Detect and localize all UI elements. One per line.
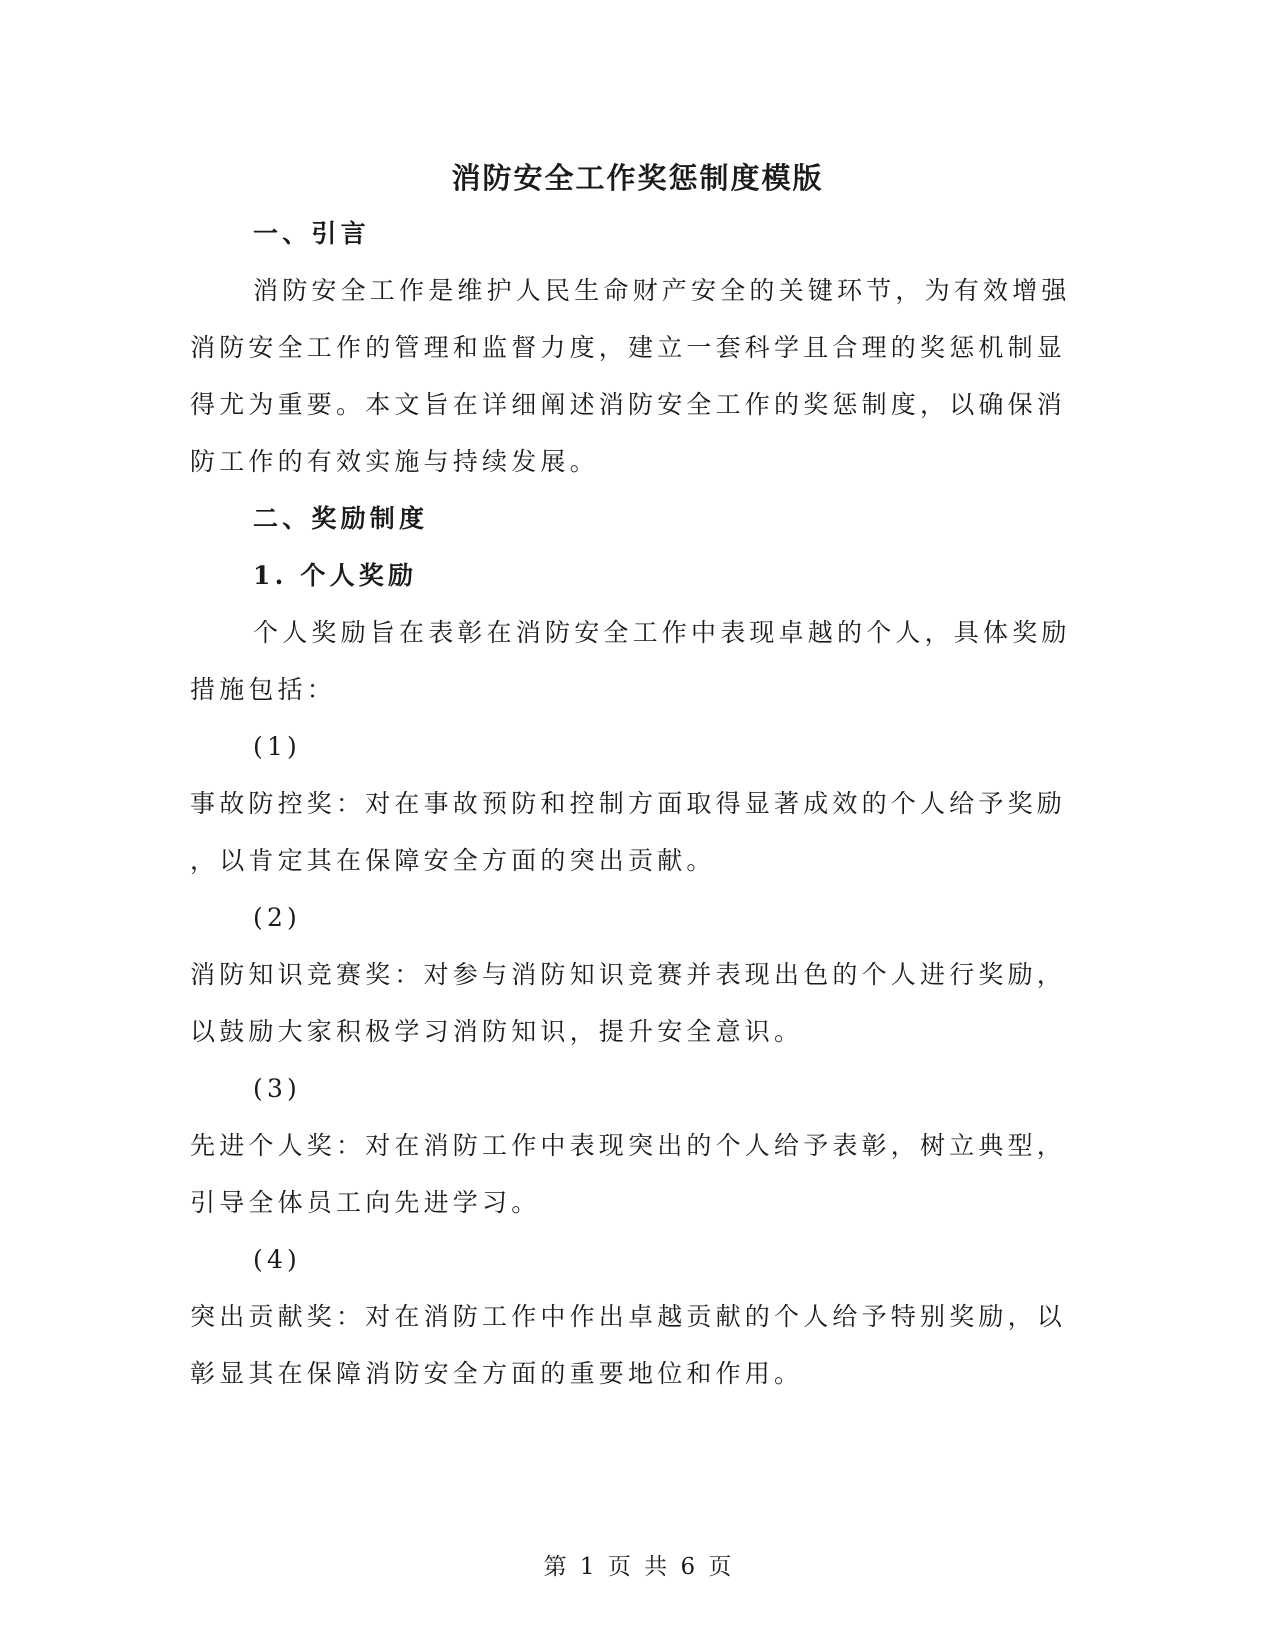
list-number: (4): [253, 1245, 302, 1274]
paragraph-line: 引导全体员工向先进学习。: [190, 1188, 541, 1217]
paragraph-line: 消防安全工作的管理和监督力度，建立一套科学且合理的奖惩机制显: [190, 333, 1067, 362]
page-footer: 第 1 页 共 6 页: [543, 1554, 732, 1580]
paragraph-line: 突出贡献奖：对在消防工作中作出卓越贡献的个人给予特别奖励，以: [190, 1302, 1067, 1331]
paragraph-line: 个人奖励旨在表彰在消防安全工作中表现卓越的个人，具体奖励: [253, 618, 1071, 647]
paragraph-line: 以鼓励大家积极学习消防知识，提升安全意识。: [190, 1017, 804, 1046]
paragraph-line: 彰显其在保障消防安全方面的重要地位和作用。: [190, 1359, 804, 1388]
paragraph-line: 事故防控奖：对在事故预防和控制方面取得显著成效的个人给予奖励: [190, 789, 1067, 818]
paragraph-line: 消防知识竞赛奖：对参与消防知识竞赛并表现出色的个人进行奖励，: [190, 960, 1067, 989]
paragraph-line: 得尤为重要。本文旨在详细阐述消防安全工作的奖惩制度，以确保消: [190, 390, 1067, 419]
section-heading: 二、奖励制度: [253, 504, 429, 533]
document-title: 消防安全工作奖惩制度模版: [451, 161, 824, 195]
list-number: (2): [253, 903, 302, 932]
paragraph-line: ，以肯定其在保障安全方面的突出贡献。: [190, 846, 716, 875]
paragraph-line: 防工作的有效实施与持续发展。: [190, 447, 599, 476]
paragraph-line: 措施包括：: [190, 675, 337, 704]
list-number: (3): [253, 1074, 302, 1103]
section-heading: 一、引言: [253, 219, 370, 248]
paragraph-line: 先进个人奖：对在消防工作中表现突出的个人给予表彰，树立典型，: [190, 1131, 1067, 1160]
list-number: (1): [253, 732, 302, 761]
paragraph-line: 消防安全工作是维护人民生命财产安全的关键环节，为有效增强: [253, 276, 1071, 305]
subsection-heading: 1. 个人奖励: [253, 561, 418, 590]
